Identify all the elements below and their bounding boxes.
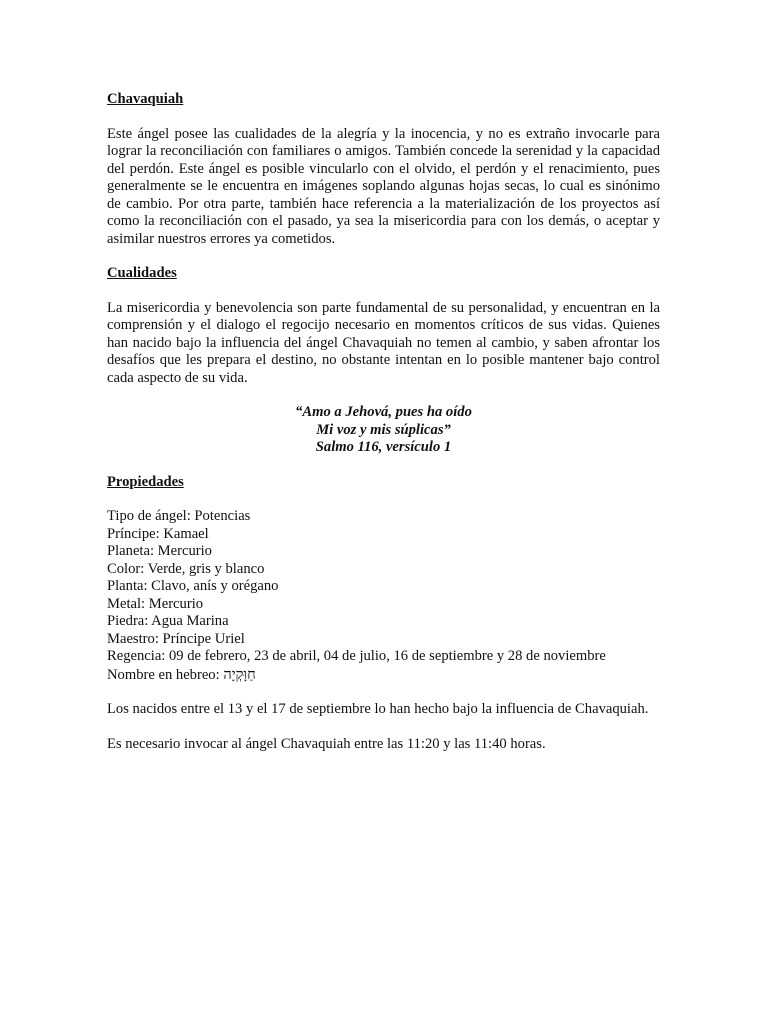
hebrew-name-label: Nombre en hebreo:	[107, 666, 224, 683]
properties-heading: Propiedades	[107, 473, 184, 490]
birth-note: Los nacidos entre el 13 y el 17 de septiembre lo han hecho bajo la influencia de Chavaquiah.	[107, 701, 649, 717]
quote-line-1: “Amo a Jehová, pues ha oído	[295, 404, 472, 420]
quote-line-2: Mi voz y mis súplicas”	[316, 421, 451, 438]
property-item: Metal: Mercurio	[107, 595, 204, 612]
qualities-heading: Cualidades	[107, 265, 177, 281]
qualities-paragraph: La misericordia y benevolencia son parte fundamental de su personalidad, y encuentran en la comprensión y el dialogo el regocijo necesario en momentos críticos de sus vidas. Quienes han nacido bajo la influencia del ángel Chavaquiah no temen al cambio, y saben afrontar los desafíos que les prepara el destino, no obstante intentan en lo posible mantener bajo control cada aspecto de su vida.	[107, 299, 660, 386]
properties-list	[107, 508, 660, 684]
invocation-note: Es necesario invocar al ángel Chavaquiah entre las 11:20 y las 11:40 horas.	[107, 735, 546, 752]
property-item: Piedra: Agua Marina	[107, 613, 229, 629]
psalm-quote	[107, 404, 660, 457]
title-heading: Chavaquiah	[107, 91, 184, 107]
property-item: Príncipe: Kamael	[107, 525, 209, 542]
intro-paragraph: Este ángel posee las cualidades de la alegría y la inocencia, y no es extraño invocarle para lograr la reconciliación con familiares o amigos. También concede la serenidad y la capacidad del perdón. Este ángel es posible vincularlo con el olvido, el perdón y el renacimiento, pues generalmente se le encuentra en imágenes soplando algunas hojas secas, lo cual es sinónimo de cambio. Por otra parte, también hace referencia a la materialización de los proyectos así como la reconciliación con el pasado, ya sea la misericordia para con los demás, o aceptar y asimilar nuestros errores ya cometidos.	[107, 125, 660, 247]
property-item: Planeta: Mercurio	[107, 543, 212, 559]
property-item: Planta: Clavo, anís y orégano	[107, 578, 279, 594]
quote-citation: Salmo 116, versículo 1	[315, 439, 452, 455]
hebrew-name-row	[107, 666, 660, 685]
property-item: Color: Verde, gris y blanco	[107, 560, 265, 577]
document-page	[107, 91, 660, 753]
property-item: Regencia: 09 de febrero, 23 de abril, 04 de julio, 16 de septiembre y 28 de noviembre	[107, 648, 606, 664]
hebrew-name-value: חַוָּקְיָה	[223, 665, 256, 683]
property-item: Tipo de ángel: Potencias	[107, 508, 251, 524]
property-item: Maestro: Príncipe Uriel	[107, 630, 245, 647]
